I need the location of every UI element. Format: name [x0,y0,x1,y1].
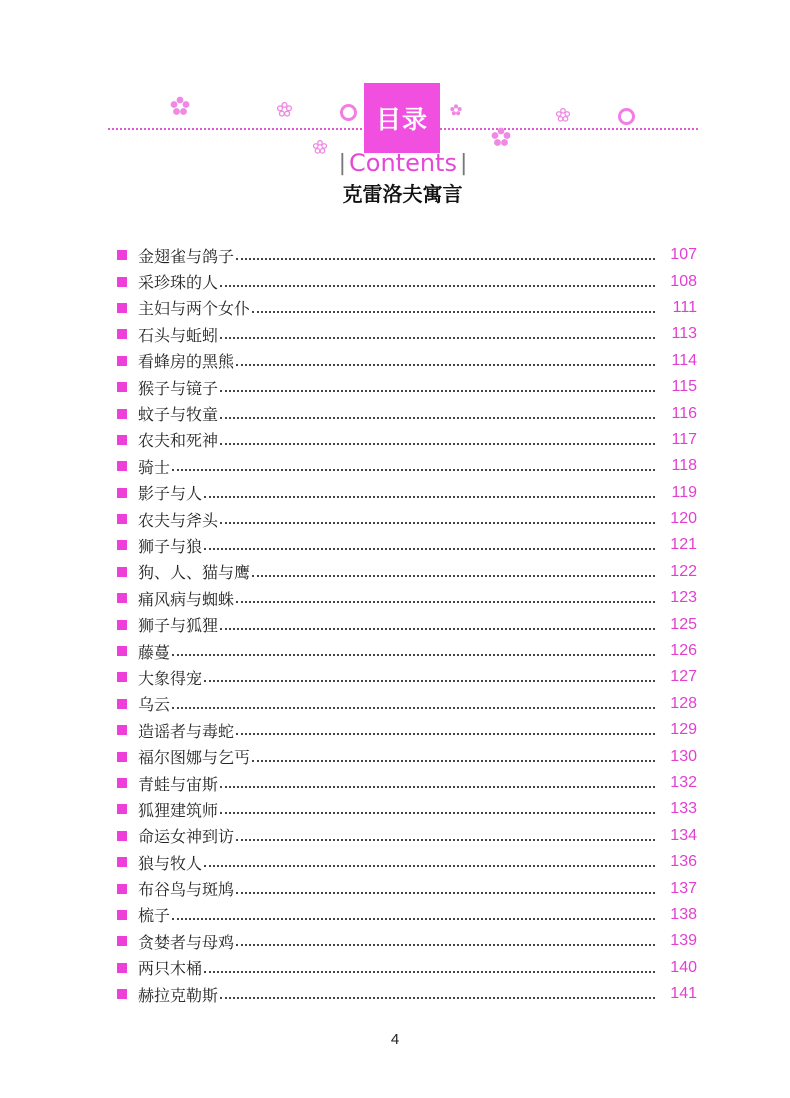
dot-leader [204,971,655,973]
ring-icon [618,108,635,125]
toc-entry-title: 两只木桶 [138,959,203,979]
toc-entry-title: 骑士 [138,457,171,477]
flower-icon [450,104,462,116]
toc-entry-page: 137 [670,879,697,897]
toc-entry-page: 118 [671,457,697,475]
dot-leader [220,522,655,524]
flower-icon [556,108,570,122]
contents-label: Contents [349,149,457,177]
toc-entry[interactable] [117,506,697,532]
toc-entry[interactable] [117,559,697,585]
square-bullet-icon [117,910,127,920]
dot-leader [220,285,655,287]
toc-entry-page: 121 [670,536,697,554]
toc-entry-title: 乌云 [138,695,171,715]
square-bullet-icon [117,250,127,260]
flower-icon [277,102,292,117]
dot-leader [236,839,655,841]
toc-entry-title: 狗、人、猫与鹰 [138,563,251,583]
square-bullet-icon [117,593,127,603]
dot-leader [236,944,655,946]
dot-leader [204,496,655,498]
dot-leader [236,601,655,603]
toc-entry-title: 狐狸建筑师 [138,800,219,820]
toc-entry[interactable] [117,664,697,690]
toc-entry-title: 蚊子与牧童 [138,405,219,425]
toc-entry[interactable] [117,242,697,268]
square-bullet-icon [117,936,127,946]
toc-entry-title: 布谷鸟与斑鸠 [138,880,235,900]
toc-entry-page: 139 [670,932,697,950]
toc-entry-page: 126 [670,642,697,660]
dot-leader [204,680,655,682]
contents-heading [333,146,473,180]
toc-entry[interactable] [117,611,697,637]
dot-leader [252,311,655,313]
toc-entry-title: 狼与牧人 [138,853,203,873]
page-number: 4 [390,1031,400,1048]
toc-entry-page: 122 [670,562,697,580]
toc-entry-title: 金翅雀与鸽子 [138,246,235,266]
toc-entry[interactable] [117,902,697,928]
square-bullet-icon [117,725,127,735]
dot-leader [172,654,655,656]
flower-icon [491,127,511,147]
toc-entry[interactable] [117,823,697,849]
toc-entry[interactable] [117,480,697,506]
table-of-contents [117,242,697,1007]
toc-entry-title: 命运女神到访 [138,827,235,847]
dot-leader [220,443,655,445]
toc-entry[interactable] [117,374,697,400]
toc-entry-title: 痛风病与蜘蛛 [138,589,235,609]
ring-icon [340,104,357,121]
toc-entry-title: 影子与人 [138,484,203,504]
square-bullet-icon [117,356,127,366]
square-bullet-icon [117,699,127,709]
square-bullet-icon [117,514,127,524]
toc-entry[interactable] [117,955,697,981]
square-bullet-icon [117,804,127,814]
square-bullet-icon [117,857,127,867]
toc-entry[interactable] [117,875,697,901]
dot-leader [172,918,655,920]
toc-entry[interactable] [117,295,697,321]
square-bullet-icon [117,963,127,973]
square-bullet-icon [117,884,127,894]
dot-leader [220,417,655,419]
toc-entry-title: 大象得宠 [138,668,203,688]
toc-entry[interactable] [117,743,697,769]
toc-entry[interactable] [117,928,697,954]
dot-leader [204,548,655,550]
square-bullet-icon [117,620,127,630]
toc-entry[interactable] [117,638,697,664]
toc-entry-page: 133 [670,800,697,818]
flower-icon [170,96,190,116]
square-bullet-icon [117,382,127,392]
toc-entry-title: 狮子与狼 [138,536,203,556]
dot-leader [172,707,655,709]
toc-entry-title: 青蛙与宙斯 [138,774,219,794]
dot-leader [220,786,655,788]
square-bullet-icon [117,672,127,682]
dot-leader [236,892,655,894]
toc-entry-page: 125 [670,615,697,633]
dot-leader [220,997,655,999]
toc-entry-page: 128 [670,694,697,712]
toc-entry-title: 采珍珠的人 [138,273,219,293]
dot-leader [220,390,655,392]
toc-entry-page: 136 [670,853,697,871]
toc-entry[interactable] [117,691,697,717]
toc-entry-title: 贪婪者与母鸡 [138,932,235,952]
square-bullet-icon [117,646,127,656]
toc-entry[interactable] [117,453,697,479]
toc-entry-title: 赫拉克勒斯 [138,985,219,1005]
toc-entry-page: 107 [670,246,697,264]
toc-entry-page: 116 [671,404,697,422]
square-bullet-icon [117,989,127,999]
square-bullet-icon [117,277,127,287]
toc-entry-page: 129 [670,721,697,739]
toc-entry-page: 114 [671,351,697,369]
toc-entry[interactable] [117,770,697,796]
toc-entry[interactable] [117,427,697,453]
toc-entry-title: 猴子与镜子 [138,378,219,398]
square-bullet-icon [117,435,127,445]
toc-entry-title: 农夫和死神 [138,431,219,451]
toc-entry-page: 132 [670,774,697,791]
toc-entry-page: 115 [671,378,697,396]
toc-entry-page: 140 [670,958,697,976]
toc-entry[interactable] [117,321,697,347]
square-bullet-icon [117,409,127,419]
dot-leader [172,469,655,471]
toc-entry-title: 造谣者与毒蛇 [138,721,235,741]
square-bullet-icon [117,488,127,498]
toc-entry[interactable] [117,532,697,558]
divider-bar: | [459,150,468,176]
toc-entry-page: 134 [670,826,697,844]
square-bullet-icon [117,303,127,313]
toc-entry-title: 主妇与两个女仆 [138,299,251,319]
toc-entry-page: 141 [670,985,697,1003]
toc-entry[interactable] [117,981,697,1007]
toc-entry-page: 108 [670,272,697,290]
toc-entry-title: 石头与蚯蚓 [138,325,219,345]
book-subtitle: 克雷洛夫寓言 [342,182,463,206]
toc-entry-title: 梳子 [138,906,171,926]
toc-entry-page: 127 [670,668,697,686]
toc-entry-page: 117 [671,430,697,448]
dot-leader [220,628,655,630]
square-bullet-icon [117,752,127,762]
toc-entry[interactable] [117,849,697,875]
toc-entry-page: 130 [670,747,697,765]
toc-entry[interactable] [117,585,697,611]
square-bullet-icon [117,778,127,788]
dot-leader [252,760,655,762]
dot-leader [220,812,655,814]
toc-entry-page: 119 [671,483,697,501]
toc-entry-page: 120 [670,510,697,528]
toc-entry-page: 138 [670,905,697,923]
dot-leader [220,337,655,339]
toc-entry-title: 看蜂房的黑熊 [138,352,235,372]
toc-entry-page: 111 [672,298,697,316]
square-bullet-icon [117,461,127,471]
toc-entry-title: 福尔图娜与乞丐 [138,748,251,768]
square-bullet-icon [117,540,127,550]
square-bullet-icon [117,831,127,841]
dot-leader [236,258,655,260]
dot-leader [236,364,655,366]
divider-bar: | [338,150,347,176]
page-title: 目录 [364,83,440,153]
toc-entry[interactable] [117,400,697,426]
dot-leader [204,865,655,867]
toc-entry-page: 123 [670,589,697,607]
toc-entry-title: 藤蔓 [138,642,171,662]
square-bullet-icon [117,329,127,339]
toc-entry-title: 狮子与狐狸 [138,616,219,636]
dot-leader [236,733,655,735]
toc-entry-title: 农夫与斧头 [138,510,219,530]
square-bullet-icon [117,567,127,577]
dot-leader [252,575,655,577]
toc-entry[interactable] [117,268,697,294]
flower-icon [313,140,327,154]
toc-entry[interactable] [117,348,697,374]
toc-entry[interactable] [117,796,697,822]
toc-entry-page: 113 [671,325,697,343]
toc-entry[interactable] [117,717,697,743]
